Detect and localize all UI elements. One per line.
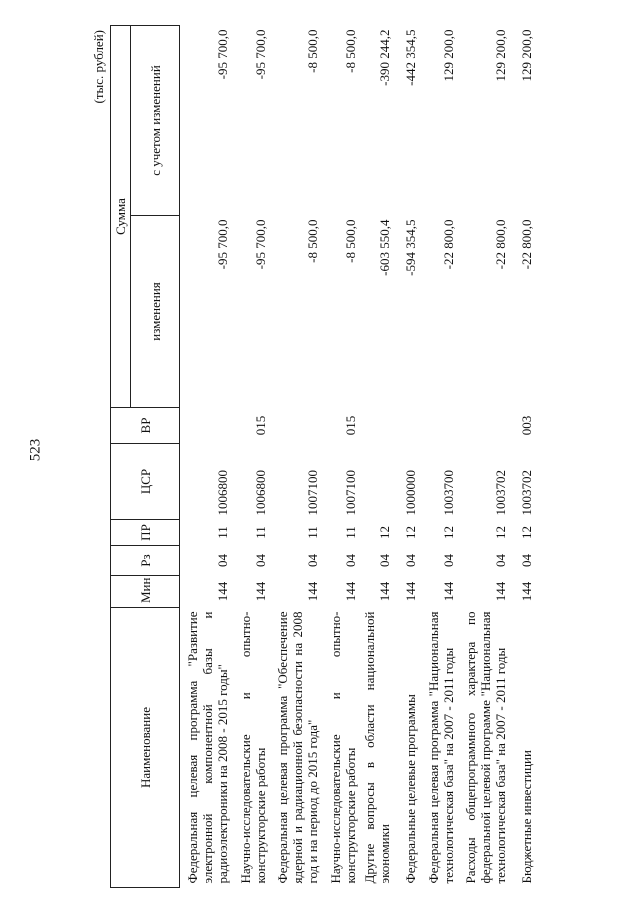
row-pr: 12 [519,526,534,539]
row-total: 129 200,0 [441,29,456,82]
table-row [420,26,458,888]
row-min: 144 [343,581,358,602]
row-name: Научно-исследовательские и опытно-конструкторские работы [238,611,268,884]
row-name: Федеральная целевая программа "Обеспечение ядерной и радиационной безопасности на 2008 год и на период до 2015 года" [275,611,320,884]
row-csr: 1003702 [493,470,508,516]
row-change: -603 550,4 [377,219,392,276]
budget-table [110,25,536,888]
row-change: -95 700,0 [215,219,230,270]
header-with-change: с учетом изменений [131,26,180,216]
row-csr [360,444,394,520]
row-total: -442 354,5 [403,29,418,86]
row-pr: 11 [305,526,320,539]
row-vr [458,408,510,444]
row-csr: 1000000 [403,470,418,516]
row-vr [360,408,394,444]
row-change: -594 354,5 [403,219,418,276]
row-vr [420,408,458,444]
row-csr: 1003702 [519,470,534,516]
row-name: Федеральные целевые программы [403,694,418,884]
row-rz: 04 [343,554,358,567]
row-pr: 11 [215,526,230,539]
row-rz: 04 [253,554,268,567]
row-min: 144 [253,581,268,602]
row-min: 144 [377,581,392,602]
row-min: 144 [493,581,508,602]
row-pr: 12 [377,526,392,539]
row-change: -22 800,0 [493,219,508,270]
header-sum: Сумма [111,26,131,408]
row-vr [270,408,322,444]
row-rz: 04 [403,554,418,567]
table-row [322,26,360,888]
row-csr: 1007100 [305,470,320,516]
row-change: -8 500,0 [343,219,358,263]
header-change: изменения [131,216,180,408]
row-total: 129 200,0 [493,29,508,82]
row-name: Федеральная целевая программа "Развитие электронной компонентной базы и радиоэлектроники на 2008 - 2015 годы" [185,611,230,884]
row-csr: 1006800 [253,470,268,516]
header-pr: ПР [111,520,180,546]
header-csr: ЦСР [111,444,180,520]
row-vr [180,408,233,444]
row-min: 144 [441,581,456,602]
row-total: -390 244,2 [377,29,392,86]
row-pr: 12 [441,526,456,539]
row-csr: 1003700 [441,470,456,516]
row-vr: 015 [343,415,358,436]
row-total: -8 500,0 [343,29,358,73]
header-min: Мин [111,576,180,608]
row-rz: 04 [215,554,230,567]
row-vr: 003 [519,415,534,436]
row-pr: 12 [493,526,508,539]
table-row [360,26,394,888]
row-total: -95 700,0 [253,29,268,80]
row-name: Расходы общепрограммного характера по федеральной целевой программе "Национальная технологическая база" на 2007 - 2011 годы [463,611,508,884]
row-change: -22 800,0 [441,219,456,270]
row-vr: 015 [253,415,268,436]
table-row [458,26,510,888]
units-label: (тыс. рублей) [91,30,106,104]
row-total: 129 200,0 [519,29,534,82]
row-vr [394,408,420,444]
row-min: 144 [305,581,320,602]
row-min: 144 [215,581,230,602]
row-name: Научно-исследовательские и опытно-конструкторские работы [328,611,358,884]
row-rz: 04 [377,554,392,567]
table-row [510,26,536,888]
row-csr: 1006800 [215,470,230,516]
row-rz: 04 [519,554,534,567]
table-row [180,26,233,888]
row-min: 144 [403,581,418,602]
row-rz: 04 [305,554,320,567]
row-min: 144 [519,581,534,602]
table-row [270,26,322,888]
row-name: Бюджетные инвестиции [519,750,534,884]
row-change: -95 700,0 [253,219,268,270]
row-name: Федеральная целевая программа "Национальная технологическая база" на 2007 - 2011 годы [426,611,456,884]
rotated-page-content [90,26,550,888]
table-row [232,26,270,888]
row-name: Другие вопросы в области национальной экономики [362,611,392,884]
header-vr: ВР [111,408,180,444]
row-pr: 11 [253,526,268,539]
row-total: -95 700,0 [215,29,230,80]
row-csr: 1007100 [343,470,358,516]
row-rz: 04 [441,554,456,567]
row-rz: 04 [493,554,508,567]
page-number: 523 [27,438,44,462]
table-row [394,26,420,888]
header-rz: Рз [111,546,180,576]
header-name: Наименование [111,608,180,888]
row-change: -22 800,0 [519,219,534,270]
table-header-row [111,26,131,888]
row-pr: 11 [343,526,358,539]
row-total: -8 500,0 [305,29,320,73]
row-pr: 12 [403,526,418,539]
row-change: -8 500,0 [305,219,320,263]
